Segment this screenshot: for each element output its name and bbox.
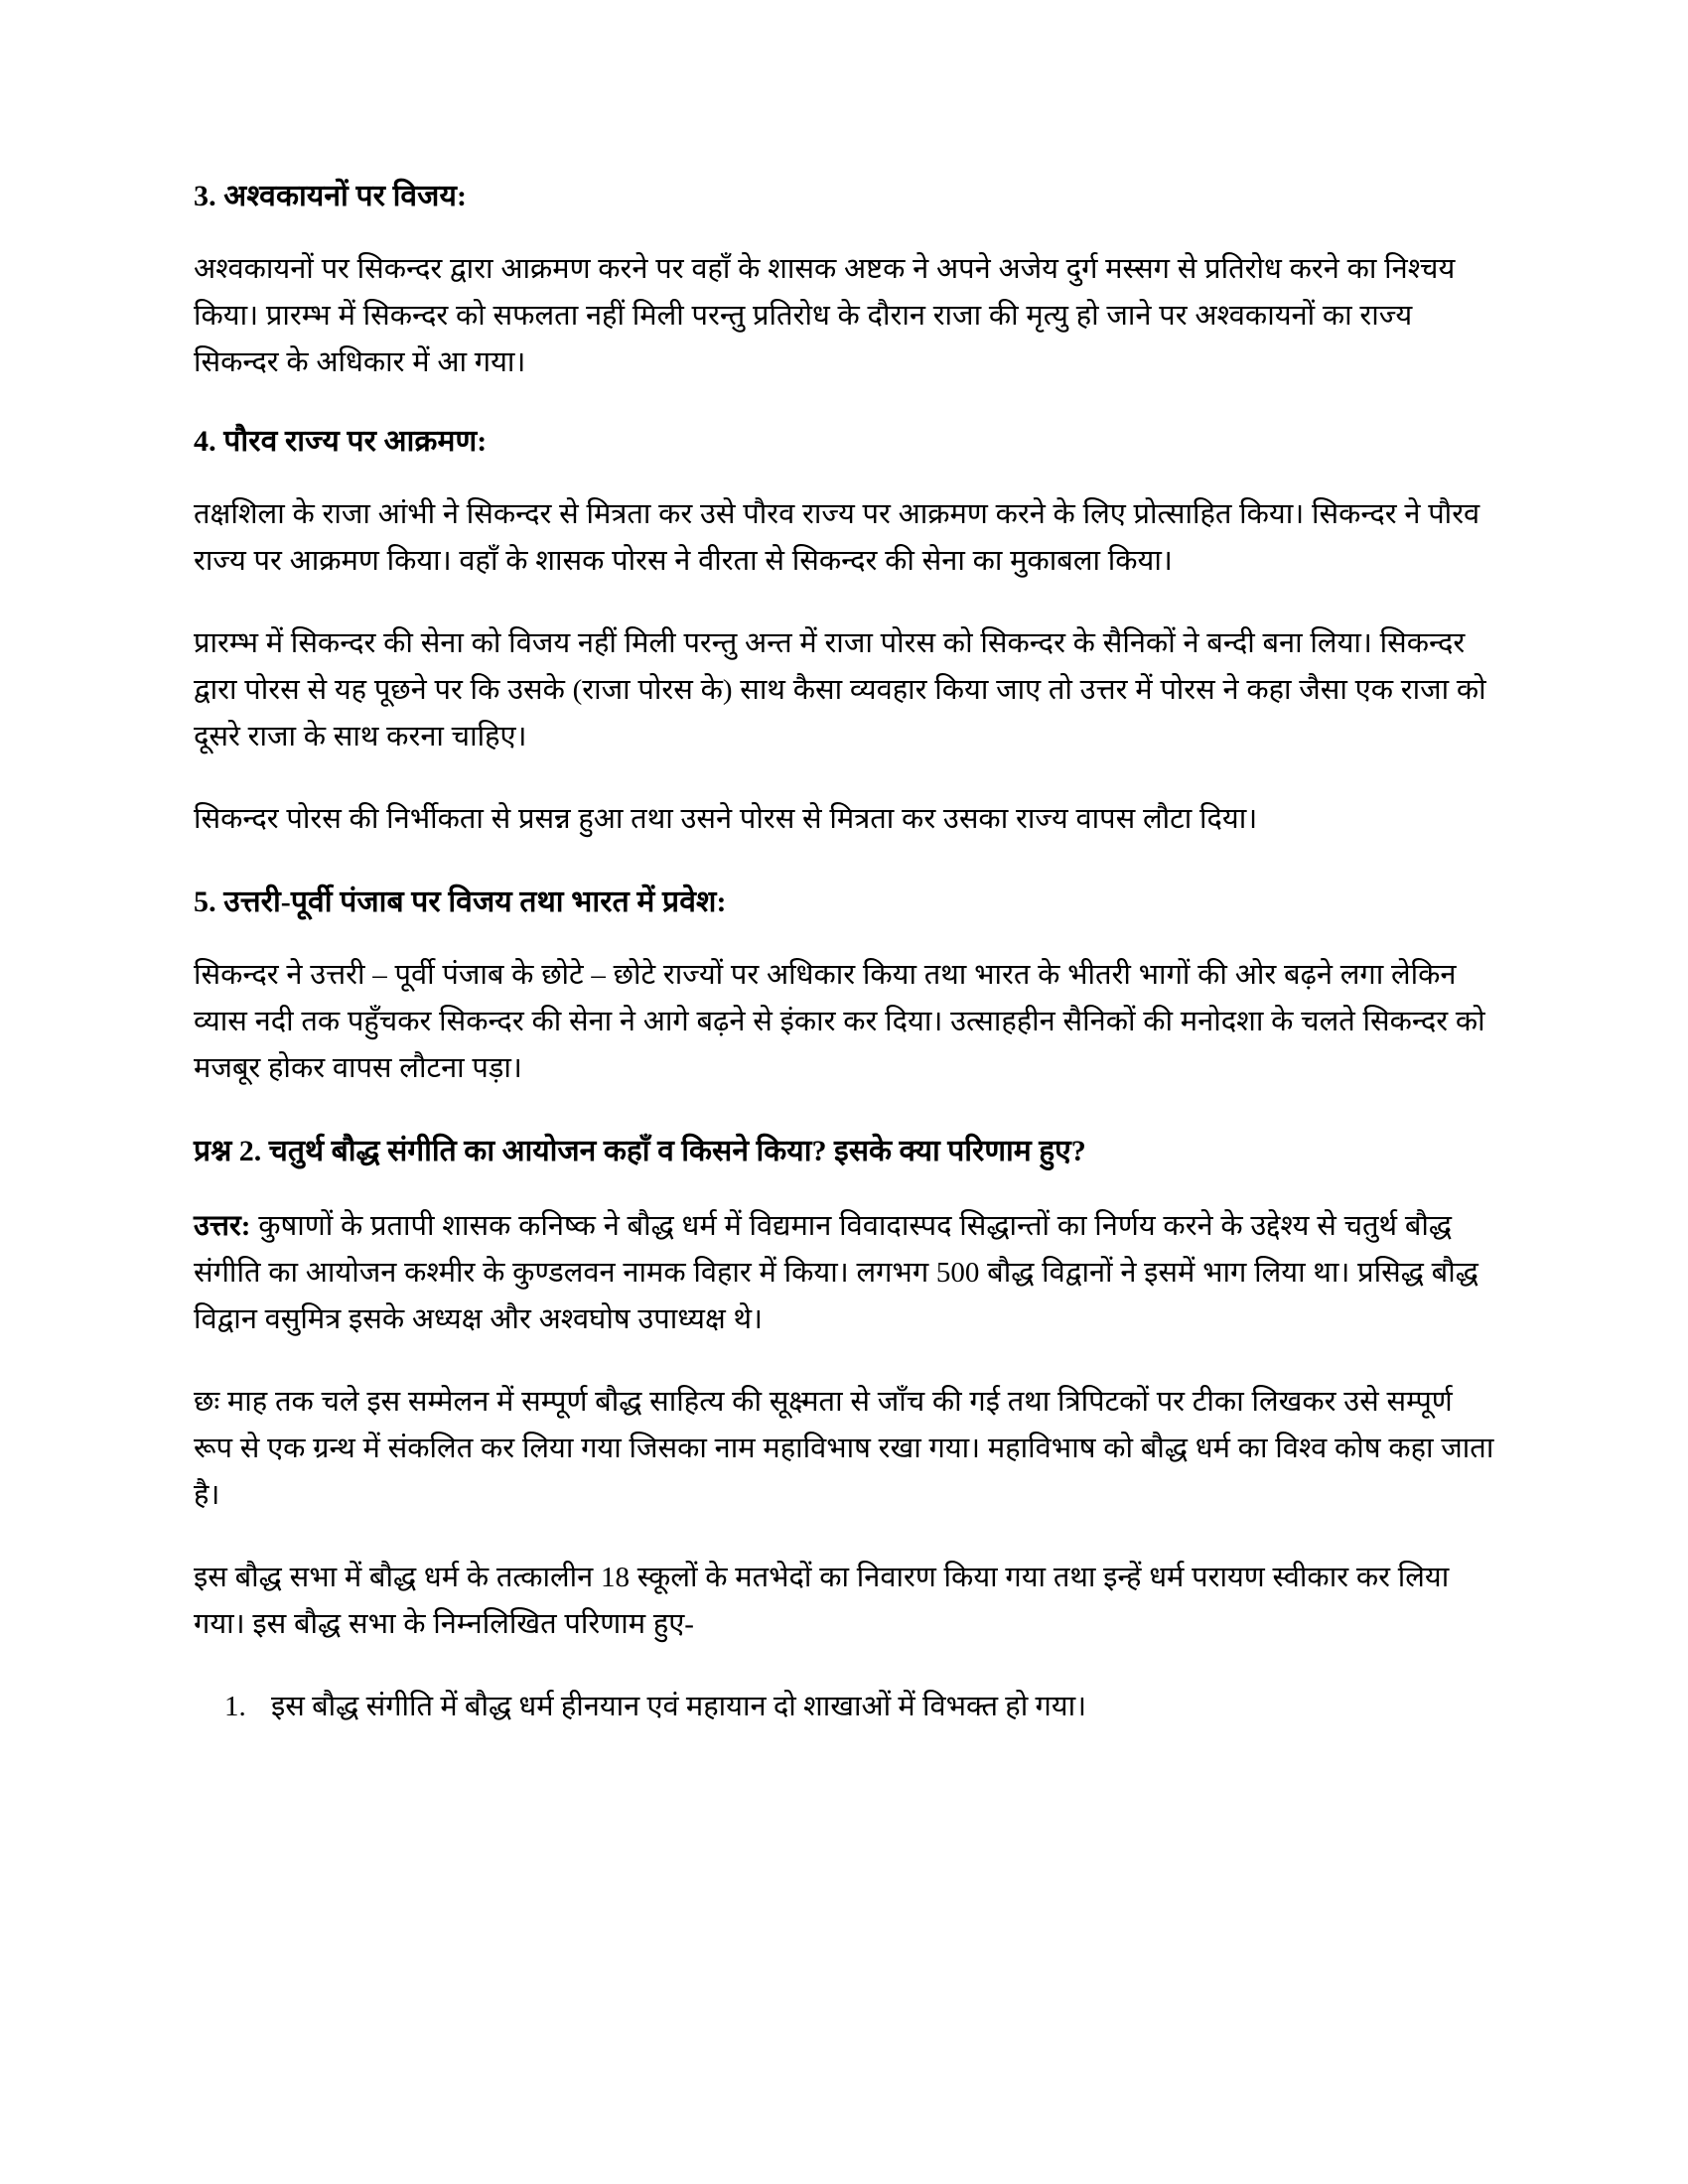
results-list (194, 1684, 1494, 1729)
section-4-paragraph-1: तक्षशिला के राजा आंभी ने सिकन्दर से मित्रता कर उसे पौरव राज्य पर आक्रमण करने के लिए प्रोत्साहित किया। सिकन्दर ने पौरव राज्य पर आक्रमण किया। वहाँ के शासक पोरस ने वीरता से सिकन्दर की सेना का मुकाबला किया। (194, 497, 1480, 577)
answer-paragraph-1 (194, 1203, 1494, 1343)
question-2-heading: प्रश्न 2. चतुर्थ बौद्ध संगीति का आयोजन कहाँ व किसने किया? इसके क्या परिणाम हुए? (194, 1134, 1086, 1167)
section-4-paragraph-3: सिकन्दर पोरस की निर्भीकता से प्रसन्न हुआ तथा उसने पोरस से मित्रता कर उसका राज्य वापस लौटा दिया। (194, 802, 1258, 835)
section-heading-5: 5. उत्तरी-पूर्वी पंजाब पर विजय तथा भारत में प्रवेश: (194, 885, 727, 918)
section-3-paragraph-1: अश्वकायनों पर सिकन्दर द्वारा आक्रमण करने पर वहाँ के शासक अष्टक ने अपने अजेय दुर्ग मस्सग से प्रतिरोध करने का निश्चय किया। प्रारम्भ में सिकन्दर को सफलता नहीं मिली परन्तु प्रतिरोध के दौरान राजा की मृत्यु हो जाने पर अश्वकायनों का राज्य सिकन्दर के अधिकार में आ गया। (194, 253, 1456, 378)
section-5-paragraph-1: सिकन्दर ने उत्तरी – पूर्वी पंजाब के छोटे – छोटे राज्यों पर अधिकार किया तथा भारत के भीतरी भागों की ओर बढ़ने लगा लेकिन व्यास नदी तक पहुँचकर सिकन्दर की सेना ने आगे बढ़ने से इंकार कर दिया। उत्साहहीन सैनिकों की मनोदशा के चलते सिकन्दर को मजबूर होकर वापस लौटना पड़ा। (194, 958, 1485, 1084)
answer-label: उत्तर: (194, 1210, 251, 1243)
answer-paragraph-2: छः माह तक चले इस सम्मेलन में सम्पूर्ण बौद्ध साहित्य की सूक्ष्मता से जाँच की गई तथा त्रिपिटकों पर टीका लिखकर उसे सम्पूर्ण रूप से एक ग्रन्थ में संकलित कर लिया गया जिसका नाम महाविभाष रखा गया। महाविभाष को बौद्ध धर्म का विश्व कोष कहा जाता है। (194, 1386, 1494, 1511)
answer-text: कुषाणों के प्रतापी शासक कनिष्क ने बौद्ध धर्म में विद्यमान विवादास्पद सिद्धान्तों का निर्णय करने के उद्देश्य से चतुर्थ बौद्ध संगीति का आयोजन कश्मीर के कुण्डलवन नामक विहार में किया। लगभग 500 बौद्ध विद्वानों ने इसमें भाग लिया था। प्रसिद्ध बौद्ध विद्वान वसुमित्र इसके अध्यक्ष और अश्वघोष उपाध्यक्ष थे। (194, 1210, 1478, 1336)
section-heading-4: 4. पौरव राज्य पर आक्रमण: (194, 424, 488, 458)
section-heading-3: 3. अश्वकायनों पर विजय: (194, 180, 468, 212)
list-item: 1. इस बौद्ध संगीति में बौद्ध धर्म हीनयान एवं महायान दो शाखाओं में विभक्त हो गया। (253, 1684, 1494, 1729)
answer-paragraph-3: इस बौद्ध सभा में बौद्ध धर्म के तत्कालीन 18 स्कूलों के मतभेदों का निवारण किया गया तथा इन्हें धर्म परायण स्वीकार कर लिया गया। इस बौद्ध सभा के निम्नलिखित परिणाम हुए- (194, 1561, 1450, 1640)
section-4-paragraph-2: प्रारम्भ में सिकन्दर की सेना को विजय नहीं मिली परन्तु अन्त में राजा पोरस को सिकन्दर के सैनिकों ने बन्दी बना लिया। सिकन्दर द्वारा पोरस से यह पूछने पर कि उसके (राजा पोरस के) साथ कैसा व्यवहार किया जाए तो उत्तर में पोरस ने कहा जैसा एक राजा को दूसरे राजा के साथ करना चाहिए। (194, 626, 1486, 752)
document-content (194, 177, 1494, 1739)
